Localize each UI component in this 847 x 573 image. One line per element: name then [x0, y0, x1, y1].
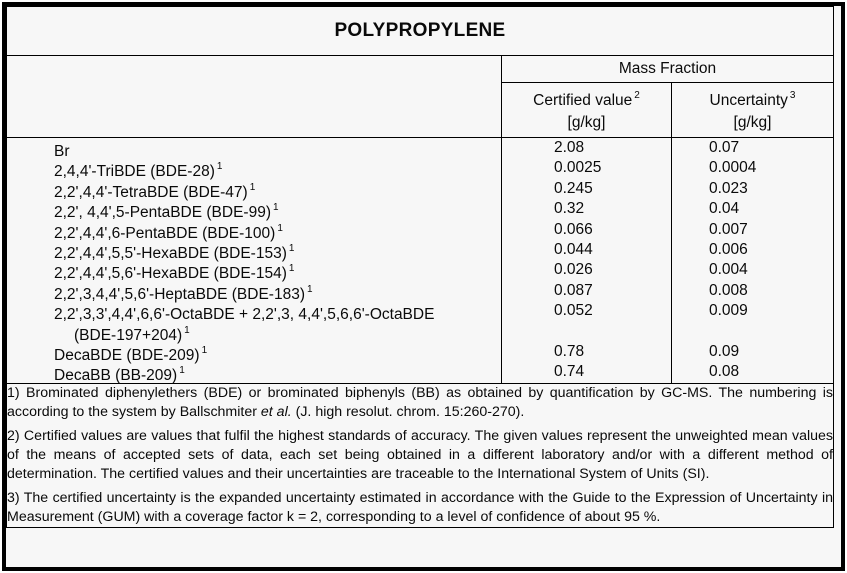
- uncertainty-value: 0.09: [709, 342, 740, 360]
- certified-values-column: [502, 138, 672, 384]
- compound-name: 2,2',4,4',5,5'-HexaBDE (BDE-153) $^1$: [54, 242, 295, 263]
- uncertainty-value: [672, 322, 833, 342]
- certified-value-unit: [g/kg]: [567, 114, 606, 132]
- certified-value: 0.78: [554, 342, 585, 360]
- certified-value: 0.066: [554, 220, 593, 238]
- uncertainty-value: 0.008: [709, 281, 748, 299]
- uncertainty-value: 0.08: [709, 363, 740, 381]
- certified-value: 2.08: [554, 139, 585, 156]
- footnote-1-italic: et al.: [260, 403, 292, 420]
- compound-name: DecaBDE (BDE-209) $^1$: [54, 344, 208, 365]
- uncertainty-label: Uncertainty: [709, 92, 788, 110]
- certified-value: [502, 322, 671, 342]
- certified-value: 0.0025: [554, 159, 602, 177]
- certified-value: 0.245: [554, 179, 593, 197]
- analyte-header-cell: [7, 56, 502, 138]
- uncertainty-header: [672, 83, 834, 138]
- uncertainty-value: 0.007: [709, 220, 748, 238]
- certified-value: 0.026: [554, 261, 593, 279]
- mass-fraction-header: Mass Fraction: [502, 56, 834, 83]
- compound-name: 2,2',3,4,4',5,6'-HeptaBDE (BDE-183) $^1$: [54, 283, 313, 303]
- data-row: [7, 138, 834, 384]
- document-frame: [2, 2, 845, 571]
- footnote-1: 1) Brominated diphenylethers (BDE) or brominated biphenyls (BB) as obtained by quantification by GC-MS. The numbering is according to the system by Ballschmiter et al. (J. high resolut. chrom. 15:260-270).: [7, 384, 833, 420]
- uncertainty-value: 0.004: [709, 261, 748, 279]
- certified-value: 0.32: [554, 200, 585, 218]
- compound-name: 2,2',4,4'-TetraBDE (BDE-47) $^1$: [54, 181, 256, 201]
- certified-value: 0.087: [554, 281, 593, 299]
- uncertainty-value: 0.006: [709, 240, 748, 258]
- title-row: [7, 7, 834, 56]
- compound-name: 2,2',4,4',6-PentaBDE (BDE-100) $^1$: [54, 222, 283, 242]
- uncertainty-value: 0.07: [709, 139, 740, 156]
- uncertainty-value: 0.04: [709, 200, 740, 218]
- compound-name: Br: [54, 143, 70, 161]
- footnote-3: 3) The certified uncertainty is the expanded uncertainty estimated in accordance with the Guide to the Expression of Uncertainty in Measurement (GUM) with a coverage factor k = 2, corresponding to a level of confidence of about 95 %.: [7, 489, 833, 525]
- compound-name: 2,2',4,4',5,6'-HexaBDE (BDE-154) $^1$: [54, 263, 295, 283]
- uncertainty-value: 0.009: [709, 302, 748, 320]
- compound-name: 2,2', 4,4',5-PentaBDE (BDE-99) $^1$: [54, 202, 279, 222]
- polypropylene-table: [6, 6, 834, 528]
- page-title: POLYPROPYLENE: [7, 7, 834, 56]
- uncertainty-values-column: [672, 138, 834, 384]
- certified-value-footnote-marker: 2: [634, 89, 640, 101]
- certified-value: 0.052: [554, 302, 593, 320]
- footnotes-row: [7, 383, 834, 527]
- uncertainty-value: 0.023: [709, 179, 748, 197]
- compound-name-wrapped: (BDE-197+204) $^1$: [74, 324, 190, 344]
- uncertainty-value: 0.0004: [709, 159, 757, 177]
- uncertainty-unit: [g/kg]: [733, 114, 772, 132]
- compound-name: DecaBB (BB-209) $^1$: [54, 365, 185, 385]
- footnote-2: 2) Certified values are values that fulfil the highest standards of accuracy. The given values represent the unweighted mean values of the means of accepted sets of data, each set being obtained in a different laboratory and/or with a different method of determination. The certified values and their uncertainties are traceable to the International System of Units (SI).: [7, 427, 833, 482]
- footnotes-section: [7, 383, 834, 527]
- compound-name: 2,4,4'-TriBDE (BDE-28) $^1$: [54, 161, 223, 181]
- certified-value-header: [502, 83, 672, 138]
- certified-value-label: Certified value: [533, 92, 633, 110]
- uncertainty-footnote-marker: 3: [789, 89, 796, 101]
- compound-names-column: [7, 138, 502, 384]
- certified-value: 0.044: [554, 240, 593, 258]
- group-header-row: [7, 56, 834, 83]
- compound-name: 2,2',3,3',4,4',6,6'-OctaBDE + 2,2',3, 4,4',5,6,6'-OctaBDE: [54, 306, 435, 324]
- certified-value: 0.74: [554, 363, 585, 381]
